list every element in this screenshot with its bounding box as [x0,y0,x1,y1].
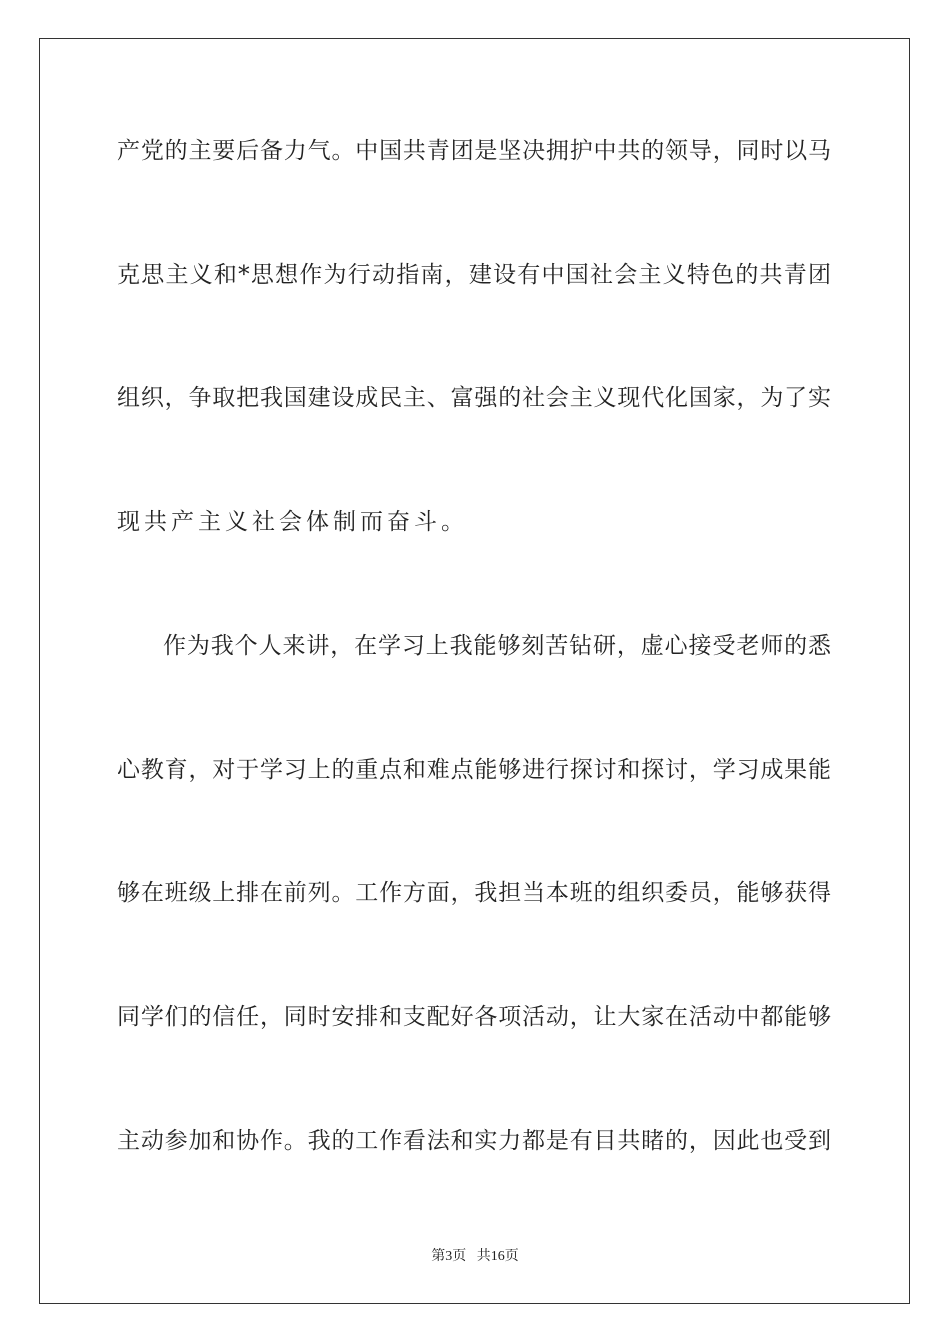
page-frame [39,38,910,1304]
paragraph-line: 同学们的信任，同时安排和支配好各项活动，让大家在活动中都能够 [117,1004,831,1030]
paragraph-line: 现共产主义社会体制而奋斗。 [117,509,468,535]
paragraph-line: 心教育，对于学习上的重点和难点能够进行探讨和探讨，学习成果能 [117,757,831,783]
page-number: 第3页 [431,1249,467,1264]
paragraph-line: 产党的主要后备力气。中国共青团是坚决拥护中共的领导，同时以马 [117,138,831,164]
paragraph-line: 克思主义和*思想作为行动指南，建设有中国社会主义特色的共青团 [117,262,831,288]
paragraph-line: 作为我个人来讲，在学习上我能够刻苦钻研，虚心接受老师的悉 [163,633,831,659]
paragraph-line: 够在班级上排在前列。工作方面，我担当本班的组织委员，能够获得 [117,880,831,906]
paragraph-line: 组织，争取把我国建设成民主、富强的社会主义现代化国家，为了实 [117,385,831,411]
page-footer [0,1245,950,1265]
paragraph-line: 主动参加和协作。我的工作看法和实力都是有目共睹的，因此也受到 [117,1128,831,1154]
page-total: 共16页 [476,1249,519,1264]
